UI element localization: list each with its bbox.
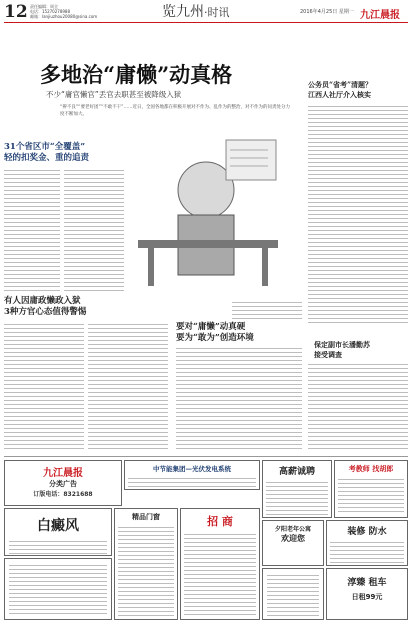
side-subtitle: 江西人社厅介入核实 bbox=[308, 90, 371, 99]
story2-body bbox=[4, 322, 84, 452]
lead-summary: “辨不良”“要老好团”“不敢不干”……近日，全国各地都在积极开展对不作为、乱作为的整治，对不作为的问责处分力度不断加大。 bbox=[60, 105, 290, 117]
story3-title: 要对“庸懒”动真硬 bbox=[176, 322, 246, 332]
ad-misc-2 bbox=[262, 568, 324, 620]
ad-teacher-exam: 考教师 找胡郎 bbox=[334, 460, 408, 518]
ad-recruit: 高薪诚聘 bbox=[262, 460, 332, 518]
story1-title: 31个省区市“全覆盖” bbox=[4, 142, 86, 152]
ad-classified: 九江晨报 分类广告 订版电话：8321688 bbox=[4, 460, 122, 506]
ad-investment: 招 商 bbox=[180, 508, 260, 620]
illustration-cartoon bbox=[118, 120, 298, 290]
editor-contact: 责任编辑：周全 电话：15270278988 邮箱：lanjiuzhou20080@sina.com bbox=[30, 4, 98, 19]
lead-headline: 多地治“庸懒”动真格 bbox=[40, 62, 233, 87]
story3-subtitle: 要为“敢为”创造环境 bbox=[176, 333, 254, 343]
story2-body-col2 bbox=[88, 322, 168, 452]
story2-subtitle: 3种方官心态值得警惕 bbox=[4, 307, 87, 317]
story1-body bbox=[4, 168, 60, 294]
page-number: 12 bbox=[4, 2, 28, 22]
page-header bbox=[4, 3, 408, 21]
side-footer-body bbox=[308, 362, 408, 452]
masthead-logo: 九江晨报 bbox=[360, 10, 400, 21]
story3-body-top bbox=[232, 300, 302, 320]
section-title: 览九州·时讯 bbox=[162, 4, 230, 20]
side-story bbox=[308, 80, 408, 340]
ad-car-rental: 淳臻 租车 日租99元 bbox=[326, 568, 408, 620]
ad-vitiligo: 白癜风 bbox=[4, 508, 112, 556]
lead-deck: 不少“庸官懒官”丢官去职甚至被降级入狱 bbox=[46, 90, 182, 99]
ad-solar: 中节能集团—光伏发电系统 bbox=[124, 460, 260, 490]
story3-body bbox=[176, 346, 302, 452]
story2 bbox=[4, 296, 174, 318]
side-title: 公务员“省考”清题？ bbox=[308, 80, 373, 89]
story2-title: 有人因庸政懒政入狱 bbox=[4, 296, 81, 306]
story3 bbox=[176, 322, 304, 344]
issue-date: 2016年4月25日 星期一 bbox=[300, 9, 354, 15]
ad-misc bbox=[4, 558, 112, 620]
ad-windows: 精品门窗 bbox=[114, 508, 178, 620]
story1-subtitle: 轻的扣奖金、重的追责 bbox=[4, 153, 90, 163]
side-footer-subtitle: 接受调查 bbox=[314, 350, 342, 359]
ad-decoration: 装修 防水 bbox=[326, 520, 408, 566]
side-footer-title: 保定副市长潘勤苏 bbox=[314, 340, 370, 349]
side-body bbox=[308, 104, 408, 324]
ad-elderly-home: 夕阳老年公寓 欢迎您 bbox=[262, 520, 324, 566]
story1-body-col2 bbox=[64, 168, 124, 294]
